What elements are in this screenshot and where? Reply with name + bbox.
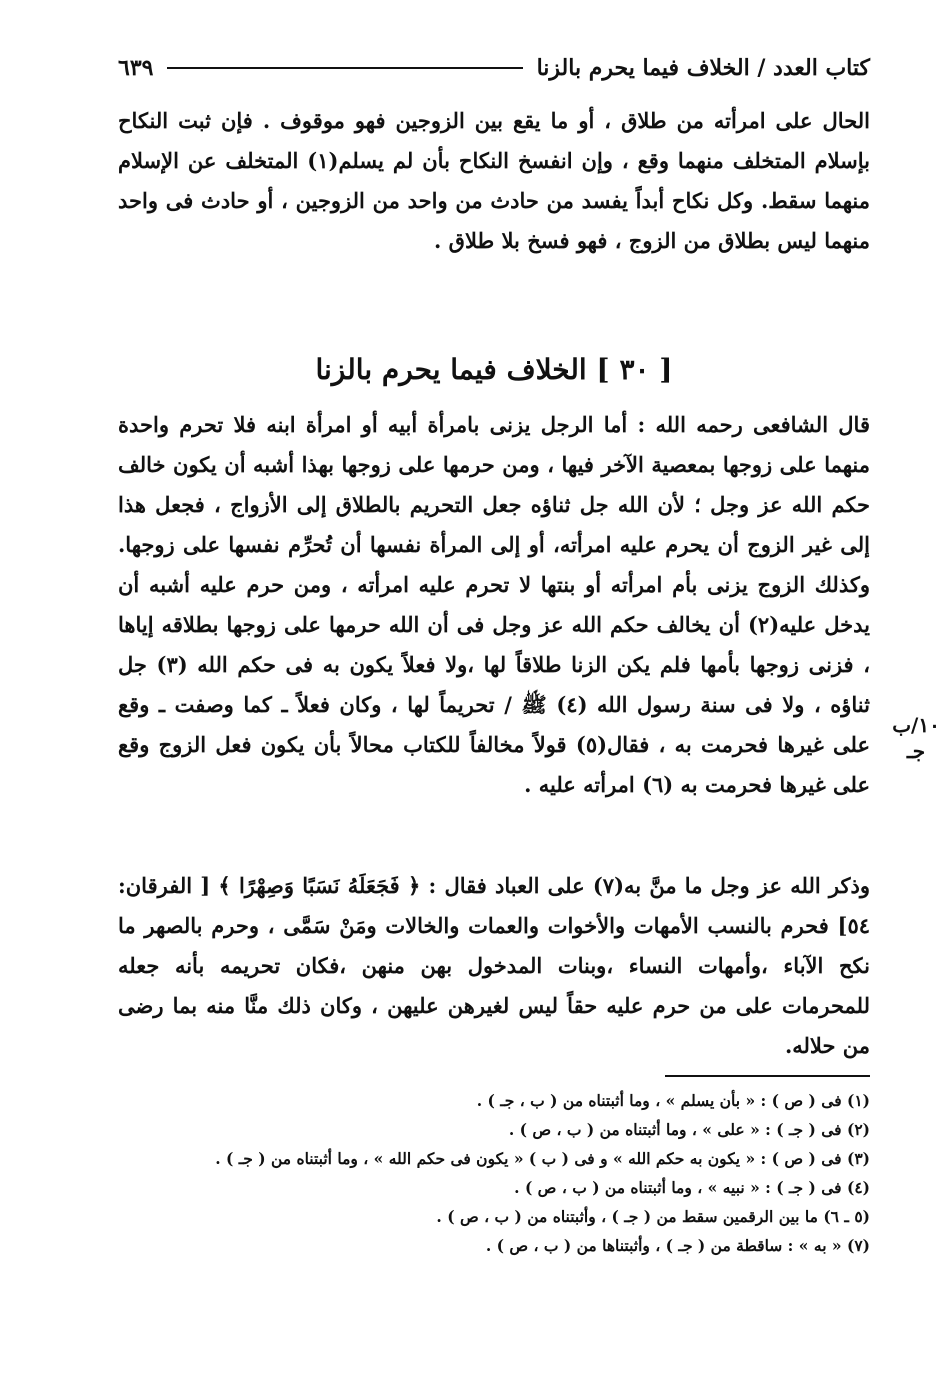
footnote-5-6: (٥ ـ ٦) ما بين الرقمين سقط من ( جـ ) ، وأثبتناه من ( ب ، ص ) .: [436, 1207, 870, 1226]
header-rule: [167, 67, 522, 69]
footnote-3: (٣) فى ( ص ) : « يكون به حكم الله » و فى ( ب ) « يكون فى حكم الله » ، وما أثبتناه من ( جـ ) .: [215, 1149, 870, 1168]
paragraph-quran-reference: وذكر الله عز وجل ما منَّ به(٧) على العباد فقال : ﴿ فَجَعَلَهُ نَسَبًا وَصِهْرًا ﴾ [ الفرقان: ٥٤] فحرم بالنسب الأمهات والأخوات والعمات والخالات ومَنْ سَمَّى ، وحرم بالصهر ما نكح الآباء ،وأمهات النساء ،وبنات المدخول بهن منهن ،فكان تحريمه بأنه جعله للمحرمات على من حرم عليه حقاً ليس لغيرهن عليهن ، وكان ذلك منَّا منه بما رضى من حلاله.: [118, 873, 870, 1058]
page-header: [118, 48, 870, 88]
paragraph-continuation: الحال على امرأته من طلاق ، أو ما يقع بين الزوجين فهو موقوف . فإن ثبت النكاح بإسلام المتخلف منهما وقع ، وإن انفسخ النكاح بأن لم يسلم(١) المتخلف عن الإسلام منهما سقط. وكل نكاح أبداً يفسد من حادث من واحد من الزوجين ، أو حادث فى واحد منهما ليس بطلاق من الزوج ، فهو فسخ بلا طلاق .: [118, 108, 870, 253]
footnote-separator: [665, 1075, 870, 1077]
paragraph-shafii: قال الشافعى رحمه الله : أما الرجل يزنى بامرأة أبيه أو امرأة ابنه فلا تحرم واحدة منهما على زوجها بمعصية الآخر فيها ، ومن حرمها على زوجها بهذا أشبه أن يكون خالف حكم الله عز وجل ؛ لأن الله جل ثناؤه جعل التحريم بالطلاق إلى الأزواج ، فجعل هذا إلى غير الزوج أن يحرم عليه امرأته، أو إلى المرأة نفسها أن تُحرِّم نفسها على زوجها. وكذلك الزوج يزنى بأم امرأته أو بنتها لا تحرم عليه امرأته ، ومن حرم عليه أشبه أن يدخل عليه(٢) أن يخالف حكم الله عز وجل فى أن الله حرمها على زوجها بطلاقه إياها ، فزنى زوجها بأمها فلم يكن الزنا طلاقاً لها ،ولا فعلاً يكون به فى حكم الله (٣) جل ثناؤه ، ولا فى سنة رسول الله (٤) ﷺ / تحريماً لها ، وكان فعلاً ـ كما وصفت ـ وقع على غيرها فحرمت به ، فقال(٥) قولاً مخالفاً للكتاب محالاً بأن يكون فعل الزوج وقع على غيرها فحرمت به (٦) امرأته عليه .: [118, 412, 871, 797]
margin-note-ms: جـ: [906, 739, 926, 763]
section-title: [ ٣٠ ] الخلاف فيما يحرم بالزنا: [315, 353, 673, 386]
margin-note-folio: ١٠/ب: [892, 713, 940, 737]
footnotes: [118, 1086, 870, 1260]
footnote-7: (٧) « به » : ساقطة من ( جـ ) ، وأثبتناها من ( ب ، ص ) .: [485, 1236, 870, 1255]
running-title: كتاب العدد / الخلاف فيما يحرم بالزنا: [536, 55, 870, 81]
footnote-1: (١) فى ( ص ) : « بأن يسلم » ، وما أثبتناه من ( ب ، جـ ) .: [476, 1091, 870, 1110]
page-number: ٦٣٩: [118, 55, 154, 81]
footnote-2: (٢) فى ( جـ ) : « على » ، وما أثبتناه من ( ب ، ص ) .: [508, 1120, 870, 1139]
margin-manuscript-note: [890, 712, 942, 764]
footnote-4: (٤) فى ( جـ ) : « نبيه » ، وما أثبتناه من ( ب ، ص ) .: [514, 1178, 870, 1197]
